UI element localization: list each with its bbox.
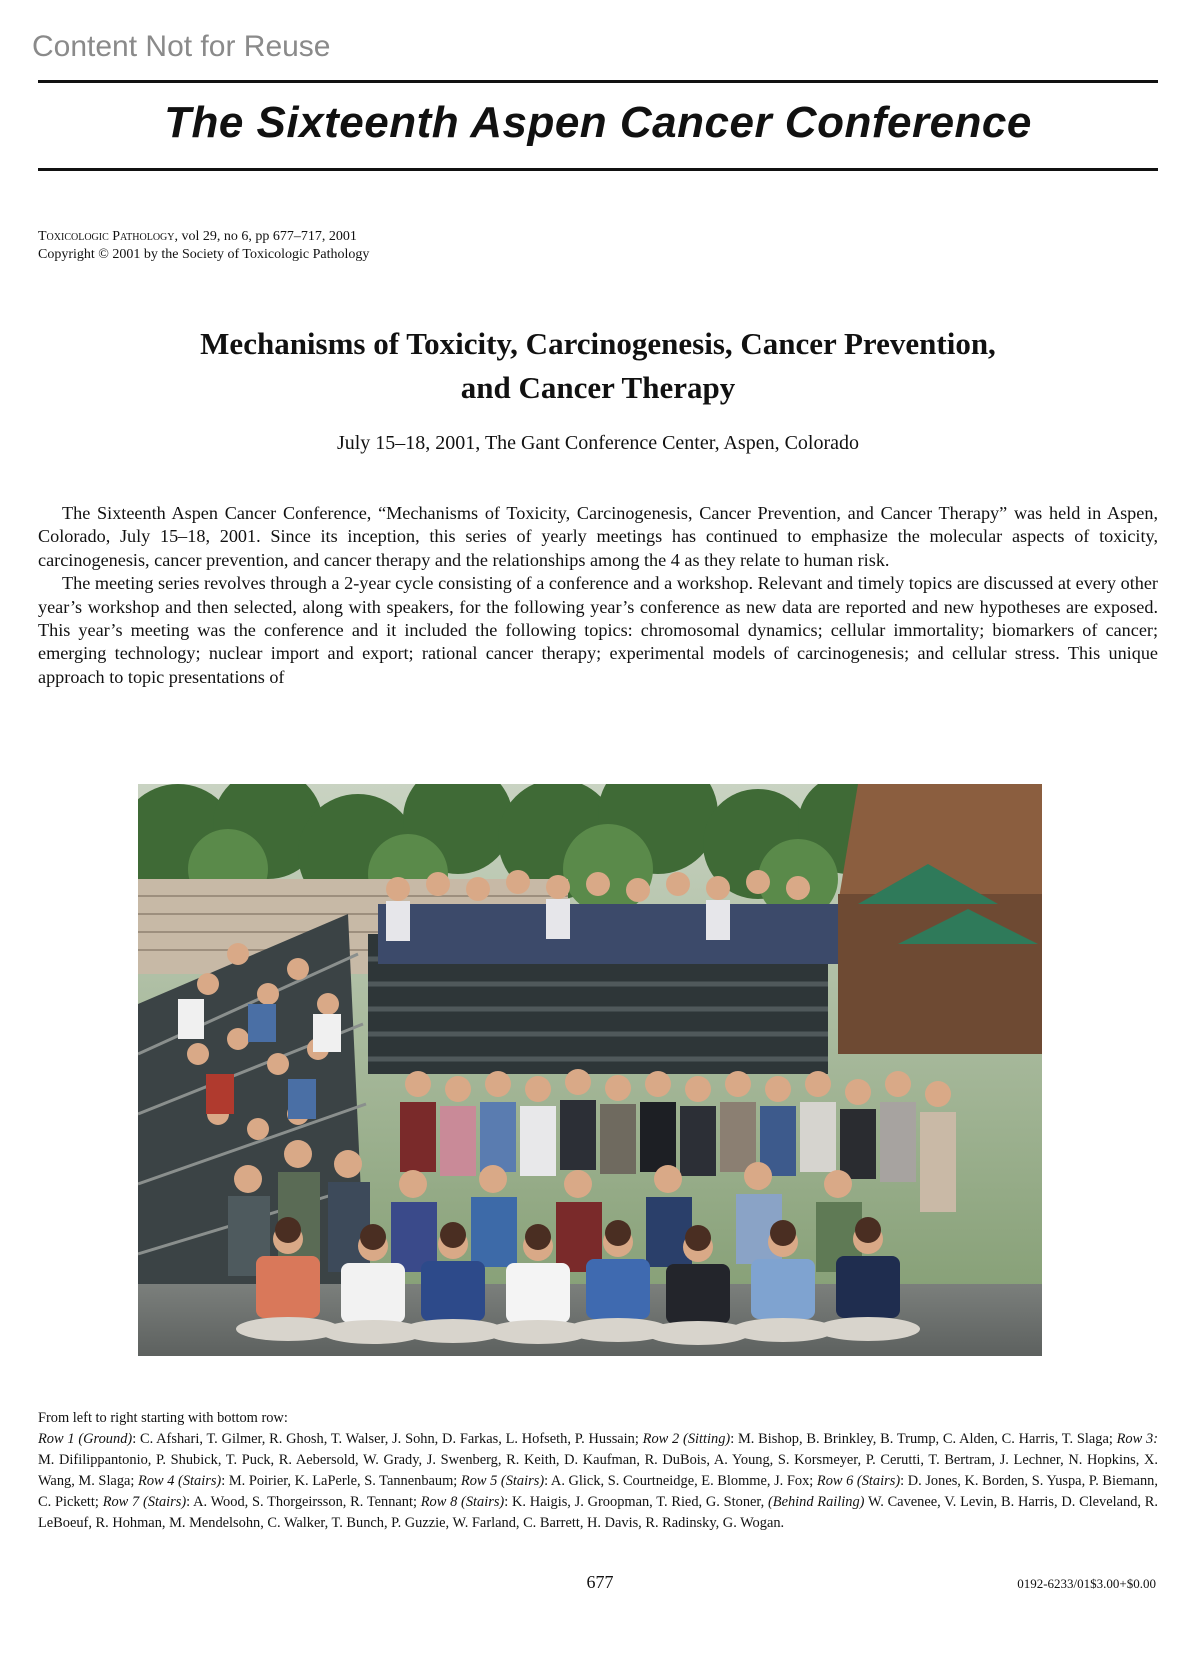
caption-row-label: Row 3:	[1116, 1431, 1158, 1447]
caption-row-names: : M. Poirier, K. LaPerle, S. Tannenbaum;	[221, 1473, 461, 1489]
caption-row-label: Row 4 (Stairs)	[138, 1473, 222, 1489]
watermark: Content Not for Reuse	[32, 30, 331, 63]
caption-row-names: : M. Bishop, B. Brinkley, B. Trump, C. Alden, C. Harris, T. Slaga;	[730, 1431, 1117, 1447]
journal-info	[38, 228, 369, 264]
article-title-line1: Mechanisms of Toxicity, Carcinogenesis, Cancer Prevention,	[200, 326, 996, 361]
caption-row-names: : A. Wood, S. Thorgeirsson, R. Tennant;	[186, 1494, 421, 1510]
caption-row-label: Row 2 (Sitting)	[642, 1431, 731, 1447]
intro-text	[38, 502, 1158, 689]
caption-row-label: Row 6 (Stairs)	[816, 1473, 901, 1489]
caption-rows	[38, 1429, 1158, 1534]
caption-row-names: : A. Glick, S. Courtneidge, E. Blomme, J. Fox;	[544, 1473, 817, 1489]
banner-bottom-rule	[38, 168, 1158, 171]
banner-top-rule	[38, 80, 1158, 83]
caption-row-label: Row 7 (Stairs)	[102, 1494, 187, 1510]
page-number: 677	[586, 1572, 614, 1592]
article-title-line2: and Cancer Therapy	[460, 370, 736, 405]
caption-lead: From left to right starting with bottom row:	[38, 1410, 288, 1426]
caption-row-names: : K. Haigis, J. Groopman, T. Ried, G. Stoner,	[504, 1494, 768, 1510]
intro-paragraph-2: The meeting series revolves through a 2-year cycle consisting of a conference and a workshop. Relevant and timely topics are discussed at every other year’s workshop and then selected, along with speakers, for the following year’s conference as new data are reported and new hypotheses are exposed. This year’s meeting was the conference and it included the following topics: chromosomal dynamics; cellular immortality; biomarkers of cancer; emerging technology; nuclear import and export; rational cancer therapy; experimental models of carcinogenesis; and cellular stress. This unique approach to topic presentations of	[38, 573, 1158, 687]
journal-citation	[38, 228, 369, 246]
caption-row-names: : C. Afshari, T. Gilmer, R. Ghosh, T. Walser, J. Sohn, D. Farkas, L. Hofseth, P. Hussain;	[132, 1431, 643, 1447]
caption-row-names: : D. Jones, K. Borden, S. Yuspa, P. Biemann, C. Pickett;	[38, 1473, 1158, 1510]
intro-paragraph-1: The Sixteenth Aspen Cancer Conference, “Mechanisms of Toxicity, Carcinogenesis, Cancer Prevention, and Cancer Therapy” was held in Aspen, Colorado, July 15–18, 2001. Since its inception, this series of yearly meetings has continued to emphasize the molecular aspects of toxicity, carcinogenesis, cancer prevention, and cancer therapy and the relationships among the 4 as they relate to human risk.	[38, 503, 1158, 570]
journal-name: Toxicologic Pathology	[38, 229, 175, 244]
caption-row-names: M. Difilippantonio, P. Shubick, T. Puck, R. Aebersold, W. Grady, J. Swenberg, R. Keith, D. Kaufman, R. DuBois, A. Young, S. Korsmeyer, P. Cerutti, T. Bertram, J. Lechner, N. Hopkins, X. Wang, M. Slaga;	[38, 1452, 1158, 1489]
journal-volume: , vol 29, no 6, pp 677–717, 2001	[174, 229, 357, 244]
caption-row-label: Row 1 (Ground)	[38, 1431, 133, 1447]
caption-row-label: Row 8 (Stairs)	[420, 1494, 505, 1510]
group-photo	[138, 784, 1042, 1356]
banner-title: The Sixteenth Aspen Cancer Conference	[164, 98, 1032, 147]
article-subtitle: July 15–18, 2001, The Gant Conference Center, Aspen, Colorado	[336, 432, 860, 454]
photo-caption	[38, 1408, 1158, 1534]
caption-row-label: (Behind Railing)	[767, 1494, 865, 1510]
caption-row-names: W. Cavenee, V. Levin, B. Harris, D. Cleveland, R. LeBoeuf, R. Hohman, M. Mendelsohn, C. Walker, T. Bunch, P. Guzzie, W. Farland, C. Barrett, H. Davis, R. Radinsky, G. Wogan.	[38, 1494, 1158, 1531]
article-title	[38, 322, 1158, 410]
article-code: 0192-6233/01$3.00+$0.00	[1017, 1576, 1156, 1591]
caption-row-label: Row 5 (Stairs)	[460, 1473, 545, 1489]
journal-copyright: Copyright © 2001 by the Society of Toxicologic Pathology	[38, 247, 370, 262]
